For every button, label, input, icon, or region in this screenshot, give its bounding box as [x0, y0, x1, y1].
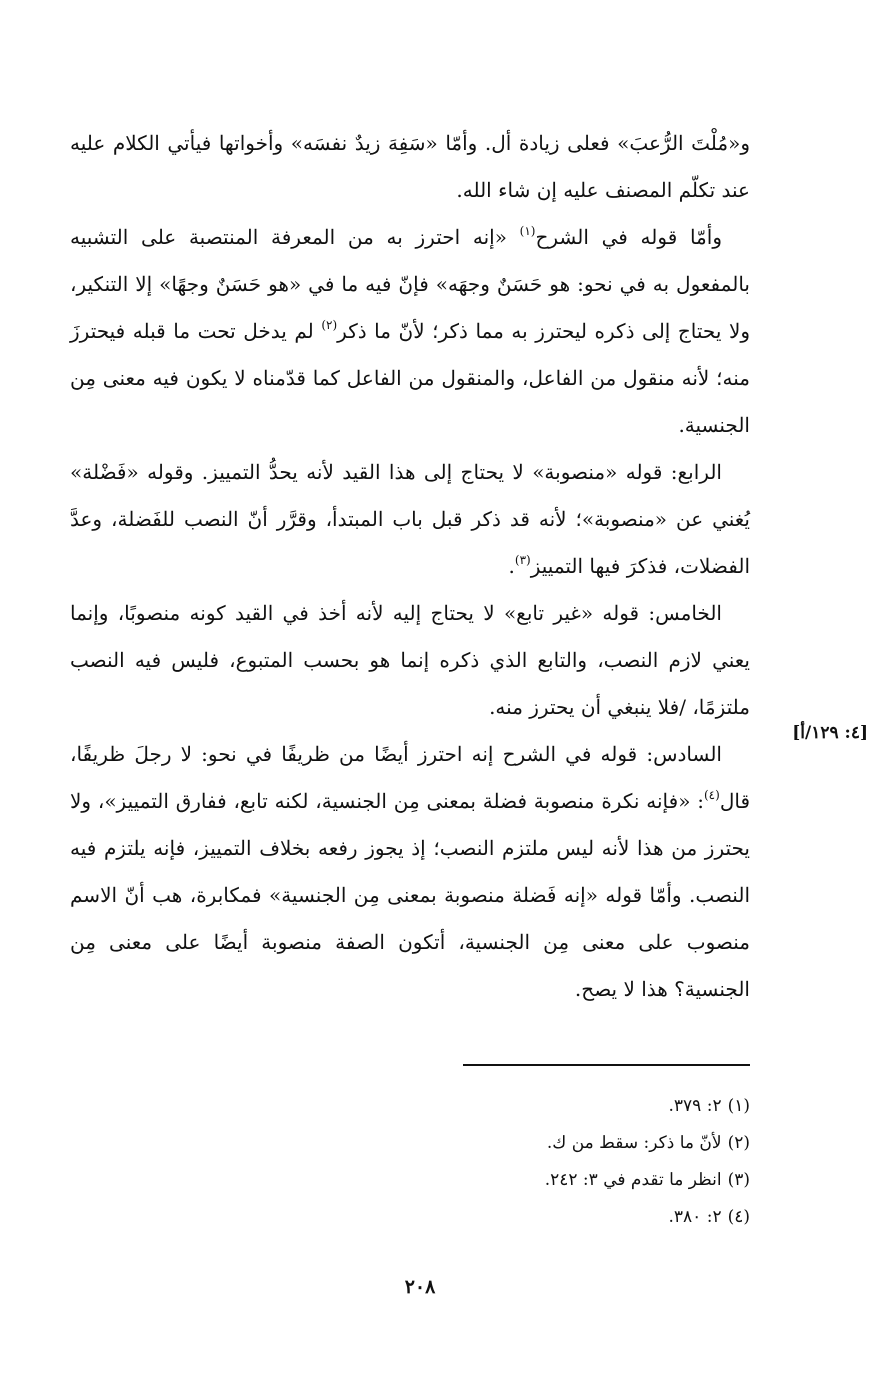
footnote-number: (٣) [727, 1170, 750, 1190]
paragraph-3 [70, 449, 750, 590]
footnote-reference: (٤) [703, 788, 720, 802]
paragraph-text: «إنه احترز به من المعرفة المنتصبة على التشبيه بالمفعول به في نحو: هو حَسَنٌ وجهَه» فإنّ فيه ما في «هو حَسَنٌ وجهًا» إلا التنكير، ولا يحتاج إلى ذكره ليحترز به مما ذكر؛ لأنّ ما ذكر [70, 225, 751, 343]
paragraph-text: الرابع: قوله «منصوبة» لا يحتاج إلى هذا القيد لأنه يحدُّ التمييز. وقوله «فَضْلة» يُغني عن «منصوبة»؛ لأنه قد ذكر قبل باب المبتدأ، وقرَّر أنّ النصب للفَضلة، وعدَّ الفضلات، فذكرَ فيها التمييز [70, 460, 750, 578]
paragraph-text: . [508, 554, 515, 578]
paragraph-text: وأمّا قوله في الشرح [535, 225, 722, 249]
footnote-text: ٢: ٣٧٩. [668, 1096, 722, 1116]
paragraph-1 [70, 120, 750, 214]
footnote-divider [463, 1064, 750, 1066]
footnote-text: ٢: ٣٨٠. [668, 1207, 722, 1227]
footnote-2 [300, 1125, 750, 1162]
paragraph-text: الخامس: قوله «غير تابع» لا يحتاج إليه لأنه أخذ في القيد كونه منصوبًا، وإنما يعني لازم النصب، والتابع الذي ذكره إنما هو بحسب المتبوع، فليس فيه النصب ملتزمًا، /فلا ينبغي أن يحترز منه. [70, 601, 750, 719]
paragraph-text: السادس: قوله في الشرح إنه احترز أيضًا من ظريفًا في نحو: لا رجلَ ظريفًا، قال [70, 742, 750, 813]
footnote-number: (٢) [727, 1133, 750, 1153]
footnote-1 [300, 1088, 750, 1125]
manuscript-folio-marker: [٤: ١٢٩/أ] [792, 723, 868, 743]
footnote-reference: (٣) [514, 553, 531, 567]
footnote-number: (١) [727, 1096, 750, 1116]
paragraph-5 [70, 731, 750, 1013]
paragraph-text: : «فإنه نكرة منصوبة فضلة بمعنى مِن الجنسية، لكنه تابع، ففارق التمييز»، ولا يحترز من هذا لأنه ليس ملتزم النصب؛ إذ يجوز رفعه بخلاف التمييز، فإنه يلتزم فيه النصب. وأمّا قوله «إنه فَضلة منصوبة بمعنى مِن الجنسية» فمكابرة، هب أنّ الاسم منصوب على معنى مِن الجنسية، أتكون الصفة منصوبة أيضًا على معنى مِن الجنسية؟ هذا لا يصح. [70, 789, 750, 1001]
footnote-text: انظر ما تقدم في ٣: ٢٤٢. [544, 1170, 722, 1190]
footnote-3 [300, 1162, 750, 1199]
footnote-reference: (٢) [321, 318, 338, 332]
footnote-reference: (١) [519, 224, 536, 238]
footnotes [300, 1088, 750, 1236]
paragraph-text: و«مُلْتَ الرُّعبَ» فعلى زيادة أل. وأمّا «سَفِهَ زيدٌ نفسَه» وأخواتها فيأتي الكلام عليه عند تكلّم المصنف عليه إن شاء الله. [70, 131, 750, 202]
paragraph-text: لم يدخل تحت ما قبله فيحترزَ منه؛ لأنه منقول من الفاعل، والمنقول من الفاعل كما قدّمناه لا يكون فيه معنى مِن الجنسية. [70, 319, 750, 437]
footnote-number: (٤) [727, 1207, 750, 1227]
footnote-4 [300, 1199, 750, 1236]
paragraph-4 [70, 590, 750, 731]
footnote-text: لأنّ ما ذكر: سقط من ك. [546, 1133, 722, 1153]
page-number: ٢٠٨ [404, 1276, 436, 1298]
paragraph-2 [70, 214, 750, 449]
main-text [70, 120, 750, 1013]
